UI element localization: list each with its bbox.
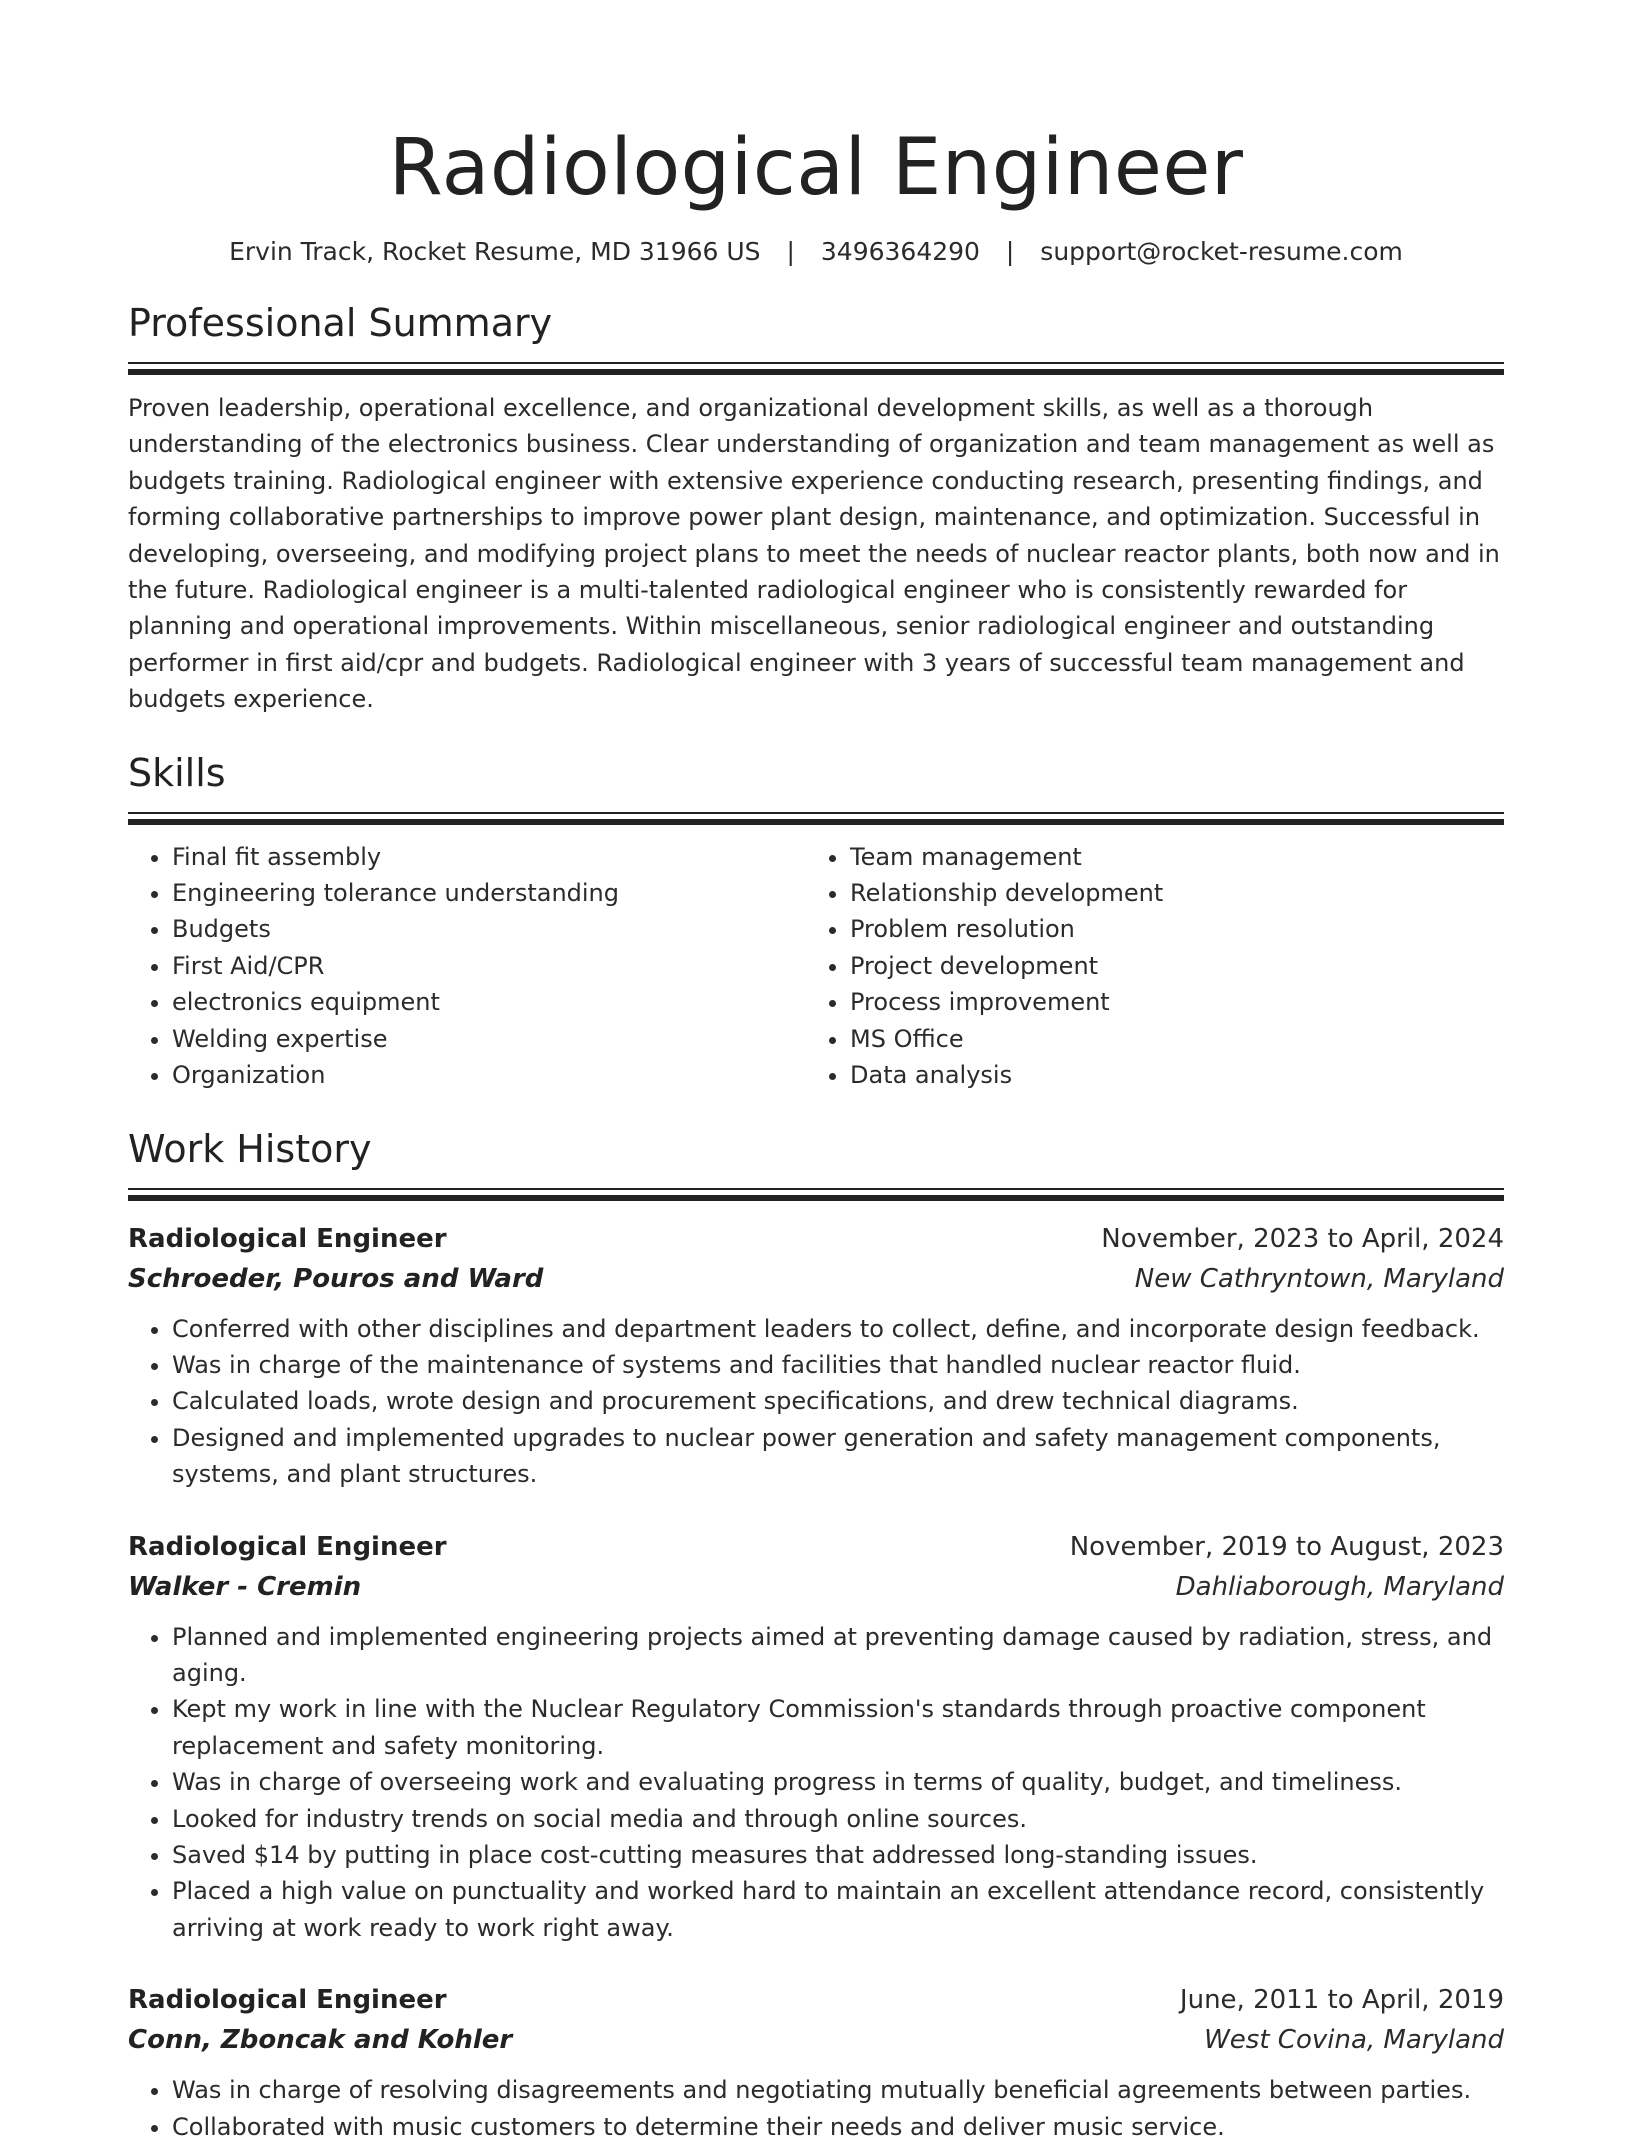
job-subheader: [128, 2020, 1504, 2060]
contact-email[interactable]: support@rocket-resume.com: [1040, 237, 1403, 266]
skill-item: • Organization: [172, 1057, 806, 1093]
skill-item: • Project development: [850, 948, 1482, 984]
job-bullet: • Conferred with other disciplines and department leaders to collect, define, and incorporate design feedback.: [172, 1311, 1504, 1347]
job-entry: [128, 1527, 1504, 1947]
job-bullet: • Kept my work in line with the Nuclear Regulatory Commission's standards through proactive component replacement and safety monitoring.: [172, 1691, 1504, 1764]
contact-separator: |: [787, 236, 795, 268]
job-dates: November, 2023 to April, 2024: [1101, 1219, 1504, 1259]
job-bullet: • Collaborated with music customers to determine their needs and deliver music service.: [172, 2109, 1504, 2145]
skills-list-left: [128, 839, 806, 1094]
job-subheader: [128, 1567, 1504, 1607]
job-subheader: [128, 1259, 1504, 1299]
section-title: Skills: [128, 748, 1504, 798]
job-header: [128, 1980, 1504, 2020]
job-bullet: • Calculated loads, wrote design and procurement specifications, and drew technical diagrams.: [172, 1383, 1504, 1419]
job-bullets: [128, 1619, 1504, 1947]
job-bullet: • Looked for industry trends on social media and through online sources.: [172, 1801, 1504, 1837]
job-dates: November, 2019 to August, 2023: [1070, 1527, 1504, 1567]
job-bullet: • Was in charge of resolving disagreements and negotiating mutually beneficial agreements between parties.: [172, 2072, 1504, 2108]
contact-separator: |: [1006, 236, 1014, 268]
resume-content: [128, 0, 1504, 2145]
skill-item: • Welding expertise: [172, 1021, 806, 1057]
job-bullet: • Designed and implemented upgrades to nuclear power generation and safety management components, systems, and plant structures.: [172, 1420, 1504, 1493]
skill-item: • electronics equipment: [172, 984, 806, 1020]
contact-address: Ervin Track, Rocket Resume, MD 31966 US: [229, 237, 760, 266]
job-company: Walker - Cremin: [128, 1567, 361, 1607]
skills-section: [128, 748, 1504, 1094]
job-entry: [128, 1219, 1504, 1493]
job-title: Radiological Engineer: [128, 1219, 447, 1259]
skills-list-right: [806, 839, 1482, 1094]
skill-item: • Budgets: [172, 911, 806, 947]
skill-item: • Team management: [850, 839, 1482, 875]
job-bullet: • Planned and implemented engineering projects aimed at preventing damage caused by radiation, stress, and aging.: [172, 1619, 1504, 1692]
section-title: Professional Summary: [128, 298, 1504, 348]
job-bullets: [128, 1311, 1504, 1493]
skill-item: • MS Office: [850, 1021, 1482, 1057]
skills-columns: [128, 839, 1504, 1094]
section-divider: [128, 1188, 1504, 1201]
job-bullet: • Placed a high value on punctuality and worked hard to maintain an excellent attendance record, consistently arriving at work ready to work right away.: [172, 1873, 1504, 1946]
skill-item: • Engineering tolerance understanding: [172, 875, 806, 911]
job-title: Radiological Engineer: [128, 1980, 447, 2020]
job-title: Radiological Engineer: [128, 1527, 447, 1567]
job-header: [128, 1527, 1504, 1567]
skill-item: • First Aid/CPR: [172, 948, 806, 984]
job-company: Schroeder, Pouros and Ward: [128, 1259, 543, 1299]
skill-item: • Data analysis: [850, 1057, 1482, 1093]
job-bullet: • Was in charge of the maintenance of systems and facilities that handled nuclear reactor fluid.: [172, 1347, 1504, 1383]
summary-text: Proven leadership, operational excellence, and organizational development skills, as well as a thorough understanding of the electronics business. Clear understanding of organization and team management as well as budgets training. Radiological engineer with extensive experience conducting research, presenting findings, and forming collaborative partnerships to improve power plant design, maintenance, and optimization. Successful in developing, overseeing, and modifying project plans to meet the needs of nuclear reactor plants, both now and in the future. Radiological engineer is a multi-talented radiological engineer who is consistently rewarded for planning and operational improvements. Within miscellaneous, senior radiological engineer and outstanding performer in first aid/cpr and budgets. Radiological engineer with 3 years of successful team management and budgets experience.: [128, 390, 1504, 718]
resume-name: Radiological Engineer: [128, 0, 1504, 218]
section-divider: [128, 362, 1504, 375]
job-header: [128, 1219, 1504, 1259]
job-company: Conn, Zboncak and Kohler: [128, 2020, 512, 2060]
skill-item: • Final fit assembly: [172, 839, 806, 875]
professional-summary-section: [128, 298, 1504, 718]
skill-item: • Relationship development: [850, 875, 1482, 911]
skill-item: • Process improvement: [850, 984, 1482, 1020]
contact-line: [128, 236, 1504, 268]
job-location: Dahliaborough, Maryland: [1176, 1567, 1504, 1607]
job-entry: [128, 1980, 1504, 2145]
job-location: New Cathryntown, Maryland: [1135, 1259, 1504, 1299]
job-bullet: • Saved $14 by putting in place cost-cutting measures that addressed long-standing issues.: [172, 1837, 1504, 1873]
job-dates: June, 2011 to April, 2019: [1180, 1980, 1504, 2020]
skill-item: • Problem resolution: [850, 911, 1482, 947]
job-bullets: [128, 2072, 1504, 2145]
work-history-section: [128, 1124, 1504, 2145]
job-location: West Covina, Maryland: [1204, 2020, 1504, 2060]
job-bullet: • Was in charge of overseeing work and evaluating progress in terms of quality, budget, and timeliness.: [172, 1764, 1504, 1800]
section-divider: [128, 812, 1504, 825]
contact-phone: 3496364290: [821, 237, 980, 266]
section-title: Work History: [128, 1124, 1504, 1174]
